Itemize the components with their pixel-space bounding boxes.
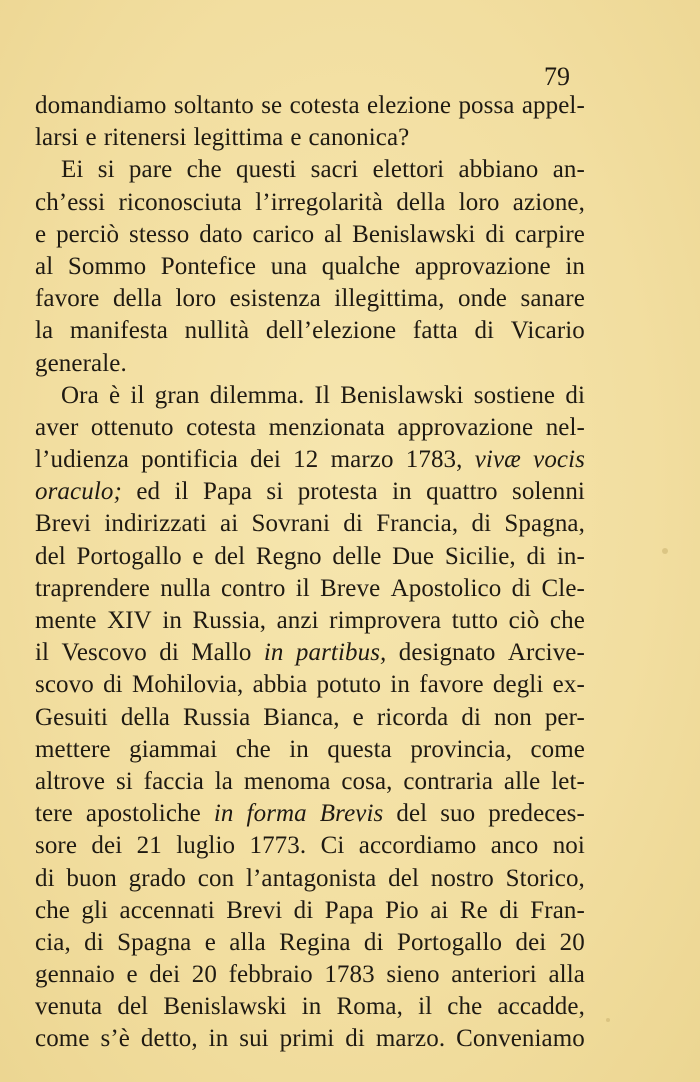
text-word: in	[213, 800, 234, 828]
text-word: canonica?	[308, 124, 410, 152]
text-word: an-	[552, 156, 585, 184]
text-word: solenni	[512, 478, 585, 506]
text-word: Cle-	[541, 574, 585, 602]
text-word: al	[35, 252, 54, 280]
text-line	[35, 895, 585, 927]
text-word: predeces-	[488, 800, 585, 828]
text-word: scovo	[35, 671, 94, 699]
text-word: di	[471, 510, 492, 538]
text-word: gli	[81, 896, 109, 924]
text-word: Mallo	[191, 639, 252, 667]
text-word: manifesta	[69, 317, 168, 345]
text-word: in	[208, 1025, 229, 1053]
text-word: Roma,	[336, 993, 403, 1021]
text-word: Bianca,	[263, 703, 340, 731]
text-word: marzo	[330, 446, 394, 474]
text-word: menzionata	[268, 413, 385, 441]
text-line	[35, 122, 585, 154]
text-word: una	[270, 252, 308, 280]
text-word: Vicario	[510, 317, 585, 345]
text-word: Re	[459, 896, 488, 924]
text-word: del	[214, 542, 246, 570]
text-word: marzo.	[375, 1025, 446, 1053]
text-word: Papa	[324, 896, 374, 924]
text-word: vivæ	[474, 446, 521, 474]
text-word: alla	[548, 961, 585, 989]
text-word: che	[447, 993, 483, 1021]
text-word: Brevi	[226, 896, 283, 924]
text-line	[35, 1023, 585, 1055]
text-line	[35, 187, 585, 219]
text-word: per-	[544, 703, 585, 731]
text-word: illegittima,	[334, 285, 445, 313]
text-word: e	[35, 220, 47, 248]
text-line	[35, 476, 585, 508]
text-word: sacri	[310, 156, 359, 184]
text-word: di	[293, 896, 314, 924]
text-word: Francia,	[376, 510, 459, 538]
text-word: di	[84, 928, 104, 956]
text-word: domandiamo	[35, 92, 167, 119]
text-word: come	[530, 735, 585, 763]
text-word: dei	[250, 446, 281, 474]
text-word: luglio	[176, 832, 236, 860]
text-word: di	[526, 542, 547, 570]
text-word: favore	[419, 671, 484, 699]
text-word: con	[197, 864, 235, 892]
text-word: Regno	[255, 542, 322, 570]
text-word: elettori	[372, 156, 445, 184]
text-line	[35, 251, 585, 283]
text-word: Vescovo	[61, 639, 147, 667]
text-word: del	[117, 993, 149, 1021]
text-word: accordiamo	[358, 832, 477, 860]
text-word: come	[35, 1025, 90, 1053]
text-line	[35, 541, 585, 573]
text-word: generale.	[35, 349, 127, 377]
text-word: Mohilovia,	[131, 671, 244, 699]
text-word: questi	[235, 156, 297, 184]
text-line	[35, 863, 585, 895]
text-word: si	[97, 156, 115, 184]
text-word: 20	[191, 961, 217, 989]
text-word: di	[345, 1025, 365, 1053]
text-word: Breve	[320, 574, 381, 602]
text-word: e	[290, 124, 302, 152]
text-line	[35, 605, 585, 637]
text-word: febbraio	[228, 961, 313, 989]
text-word: mettere	[35, 735, 111, 763]
text-word: Russia,	[192, 607, 267, 634]
text-word: del	[35, 542, 66, 570]
text-word: degli	[492, 671, 544, 699]
text-word: Benislawski	[352, 220, 476, 248]
text-word: si	[266, 478, 284, 506]
text-word: la	[35, 317, 54, 345]
text-line	[35, 637, 585, 669]
text-word: Spagna	[117, 928, 192, 956]
text-word: aver	[35, 413, 79, 441]
text-word: della	[112, 285, 163, 313]
text-line	[35, 669, 585, 701]
text-line	[35, 315, 585, 347]
text-word: al	[324, 220, 343, 248]
text-word: XIV	[107, 607, 152, 634]
text-word: il	[130, 381, 145, 409]
text-line	[35, 959, 585, 991]
text-word: di	[103, 671, 123, 699]
text-word: dei	[515, 928, 547, 956]
text-word: ed	[136, 478, 161, 506]
text-word: let-	[551, 767, 585, 795]
text-word: cia,	[35, 928, 71, 956]
text-word: Sovrani	[251, 510, 331, 538]
text-word: forma	[246, 800, 307, 828]
text-word: l’udienza	[35, 446, 129, 474]
text-word: il	[174, 478, 189, 506]
text-word: designato	[398, 639, 496, 667]
text-word: partibus,	[295, 639, 387, 667]
text-word: tutto	[451, 607, 499, 634]
text-word: Russia	[183, 703, 251, 731]
text-word: traprendere	[35, 574, 150, 602]
text-word: tere	[35, 800, 73, 828]
text-word: ai	[220, 510, 239, 538]
text-word: loro	[458, 188, 500, 216]
text-word: indirizzati	[104, 510, 207, 538]
text-word: di	[474, 317, 495, 345]
text-word: abbia	[252, 671, 308, 699]
text-line	[35, 573, 585, 605]
text-word: Sommo	[67, 252, 147, 280]
text-word: ottenuto	[90, 413, 174, 441]
text-word: il	[295, 574, 310, 602]
text-word: abbiano	[458, 156, 539, 184]
text-word: l’antagonista	[245, 864, 377, 892]
text-word: Ora	[61, 381, 99, 409]
text-word: che	[35, 896, 70, 924]
text-word: Due	[392, 542, 435, 570]
text-word: mente	[35, 607, 97, 634]
text-word: Brevis	[319, 800, 384, 828]
text-word: di	[461, 703, 482, 731]
text-word: delle	[332, 542, 382, 570]
text-word: carpire	[514, 220, 585, 248]
text-word: Portogallo	[76, 542, 182, 570]
text-word: della	[396, 188, 446, 216]
text-word: dei	[149, 961, 181, 989]
text-word: Gesuiti	[35, 703, 108, 731]
text-line	[35, 219, 585, 251]
text-word: Regina	[279, 928, 351, 956]
text-word: in-	[556, 542, 585, 570]
text-word: il	[418, 993, 433, 1021]
text-word: Il	[314, 381, 331, 409]
text-line	[35, 90, 585, 122]
text-word: sostiene	[473, 381, 556, 409]
text-word: potuto	[316, 671, 382, 699]
text-word: anco	[490, 832, 539, 860]
text-word: il	[35, 639, 50, 667]
text-word: buon	[66, 864, 117, 892]
text-line	[35, 927, 585, 959]
body-text	[35, 90, 585, 1056]
text-word: approvazione	[414, 252, 551, 280]
text-word: Sicilie,	[444, 542, 516, 570]
text-word: in	[390, 671, 410, 699]
text-word: carico	[252, 220, 315, 248]
text-word: anzi	[276, 607, 319, 634]
text-word: apostoliche	[85, 800, 201, 828]
text-word: è	[109, 381, 121, 409]
text-word: provincia,	[410, 735, 512, 763]
text-word: di	[511, 574, 532, 602]
text-word: vocis	[533, 446, 585, 474]
text-word: di	[343, 510, 363, 538]
text-word: 12	[293, 446, 319, 474]
text-word: legittima	[193, 124, 284, 152]
text-word: in	[565, 252, 585, 280]
text-word: nulla	[160, 574, 211, 602]
text-word: Benislawski	[340, 381, 464, 409]
text-word: di	[485, 220, 505, 248]
text-word: l’irregolarità	[255, 188, 383, 216]
text-word: Apostolico	[390, 574, 502, 602]
text-line	[35, 766, 585, 798]
text-word: noi	[552, 832, 585, 860]
text-word: che	[549, 607, 585, 634]
text-word: Pontefice	[160, 252, 257, 280]
text-word: quattro	[426, 478, 498, 506]
text-word: ex-	[552, 671, 585, 699]
text-line	[35, 283, 585, 315]
text-word: 1783	[324, 961, 375, 989]
text-word: possa	[458, 92, 515, 119]
text-line	[35, 734, 585, 766]
text-word: Brevi	[35, 510, 92, 538]
text-word: Fran-	[530, 896, 585, 924]
text-word: sanare	[520, 285, 585, 313]
text-line	[35, 380, 585, 412]
text-word: ritenersi	[103, 124, 187, 152]
text-word: larsi	[35, 124, 79, 152]
text-word: e	[204, 928, 216, 956]
text-word: rimprovera	[329, 607, 442, 634]
text-word: Ci	[320, 832, 345, 860]
text-word: gran	[154, 381, 200, 409]
text-word: in	[162, 607, 182, 634]
text-word: ch’essi	[35, 188, 106, 216]
text-word: sieno	[386, 961, 440, 989]
text-word: e	[352, 703, 364, 731]
text-line	[35, 412, 585, 444]
text-word: perciò	[56, 220, 120, 248]
text-word: pontificia	[141, 446, 238, 474]
text-word: alle	[503, 767, 541, 795]
text-word: favore	[35, 285, 100, 313]
paper-speck	[606, 1018, 610, 1022]
text-word: Pio	[385, 896, 419, 924]
text-word: qualche	[321, 252, 401, 280]
text-word: in	[301, 993, 322, 1021]
text-word: menoma	[243, 767, 331, 795]
text-word: azione,	[512, 188, 585, 216]
text-word: appel-	[521, 92, 585, 119]
text-word: Benislawski	[163, 993, 287, 1021]
text-word: Storico,	[505, 864, 585, 892]
text-word: se	[261, 92, 283, 119]
text-word: accadde,	[497, 993, 585, 1021]
text-word: cotesta	[289, 92, 360, 119]
text-word: grado	[128, 864, 187, 892]
text-word: di	[499, 896, 519, 924]
text-word: ciò	[508, 607, 540, 634]
text-word: fatta	[412, 317, 458, 345]
text-word: primi	[279, 1025, 335, 1053]
text-word: cosa,	[341, 767, 393, 795]
text-word: riconosciuta	[118, 188, 242, 216]
text-word: faccia	[143, 767, 204, 795]
text-word: nullità	[184, 317, 250, 345]
text-word: Papa	[203, 478, 253, 506]
text-word: Conveniamo	[456, 1025, 585, 1053]
text-line	[35, 348, 585, 380]
text-word: di	[363, 928, 384, 956]
text-word: dell’elezione	[265, 317, 397, 345]
text-word: oraculo;	[35, 478, 122, 506]
text-word: contraria	[403, 767, 494, 795]
text-word: elezione	[367, 92, 452, 119]
text-word: Arcive-	[507, 639, 585, 667]
text-word: pare	[128, 156, 173, 184]
text-word: esistenza	[229, 285, 321, 313]
text-word: alla	[229, 928, 266, 956]
text-word: in	[289, 735, 309, 763]
text-word: del	[396, 800, 428, 828]
text-word: anteriori	[451, 961, 537, 989]
text-word: dei	[91, 832, 123, 860]
text-word: loro	[175, 285, 217, 313]
text-line	[35, 830, 585, 862]
text-word: approvazione	[397, 413, 534, 441]
text-word: che	[186, 156, 222, 184]
text-line	[35, 702, 585, 734]
text-word: 1773.	[249, 832, 307, 860]
text-word: e	[126, 961, 138, 989]
text-word: altrove	[35, 767, 106, 795]
text-word: Ei	[61, 156, 84, 184]
text-line	[35, 798, 585, 830]
text-word: di	[565, 381, 585, 409]
text-line	[35, 991, 585, 1023]
text-word: della	[120, 703, 171, 731]
text-word: nel-	[545, 413, 585, 441]
text-word: 20	[559, 928, 585, 956]
text-word: protesta	[297, 478, 378, 506]
text-word: dato	[199, 220, 243, 248]
text-word: accennati	[119, 896, 215, 924]
text-word: e	[192, 542, 204, 570]
text-word: questa	[327, 735, 392, 763]
text-word: ai	[430, 896, 449, 924]
text-word: giammai	[129, 735, 218, 763]
text-word: non	[494, 703, 532, 731]
text-word: Spagna,	[504, 510, 585, 538]
text-word: sore	[35, 832, 78, 860]
text-word: onde	[458, 285, 507, 313]
text-word: nostro	[430, 864, 494, 892]
text-word: soltanto	[173, 92, 254, 119]
text-word: sui	[239, 1025, 269, 1053]
text-word: contro	[220, 574, 286, 602]
text-word: suo	[440, 800, 476, 828]
text-word: 1783,	[405, 446, 463, 474]
text-word: la	[214, 767, 233, 795]
text-word: di	[159, 639, 179, 667]
text-word: del	[388, 864, 419, 892]
text-word: detto,	[140, 1025, 198, 1053]
paper-speck	[662, 548, 668, 554]
text-line	[35, 508, 585, 540]
text-word: stesso	[129, 220, 190, 248]
text-word: che	[235, 735, 271, 763]
text-line	[35, 154, 585, 186]
text-word: si	[115, 767, 133, 795]
text-word: ricorda	[376, 703, 449, 731]
text-line	[35, 444, 585, 476]
text-word: in	[392, 478, 412, 506]
text-word: s’è	[100, 1025, 130, 1053]
text-word: Portogallo	[396, 928, 503, 956]
text-word: e	[85, 124, 97, 152]
page-number: 79	[544, 62, 570, 91]
text-word: gennaio	[35, 961, 115, 989]
text-word: 21	[136, 832, 162, 860]
text-word: cotesta	[186, 413, 257, 441]
text-word: di	[35, 864, 55, 892]
text-word: in	[263, 639, 284, 667]
text-word: dilemma.	[209, 381, 305, 409]
text-word: venuta	[35, 993, 103, 1021]
